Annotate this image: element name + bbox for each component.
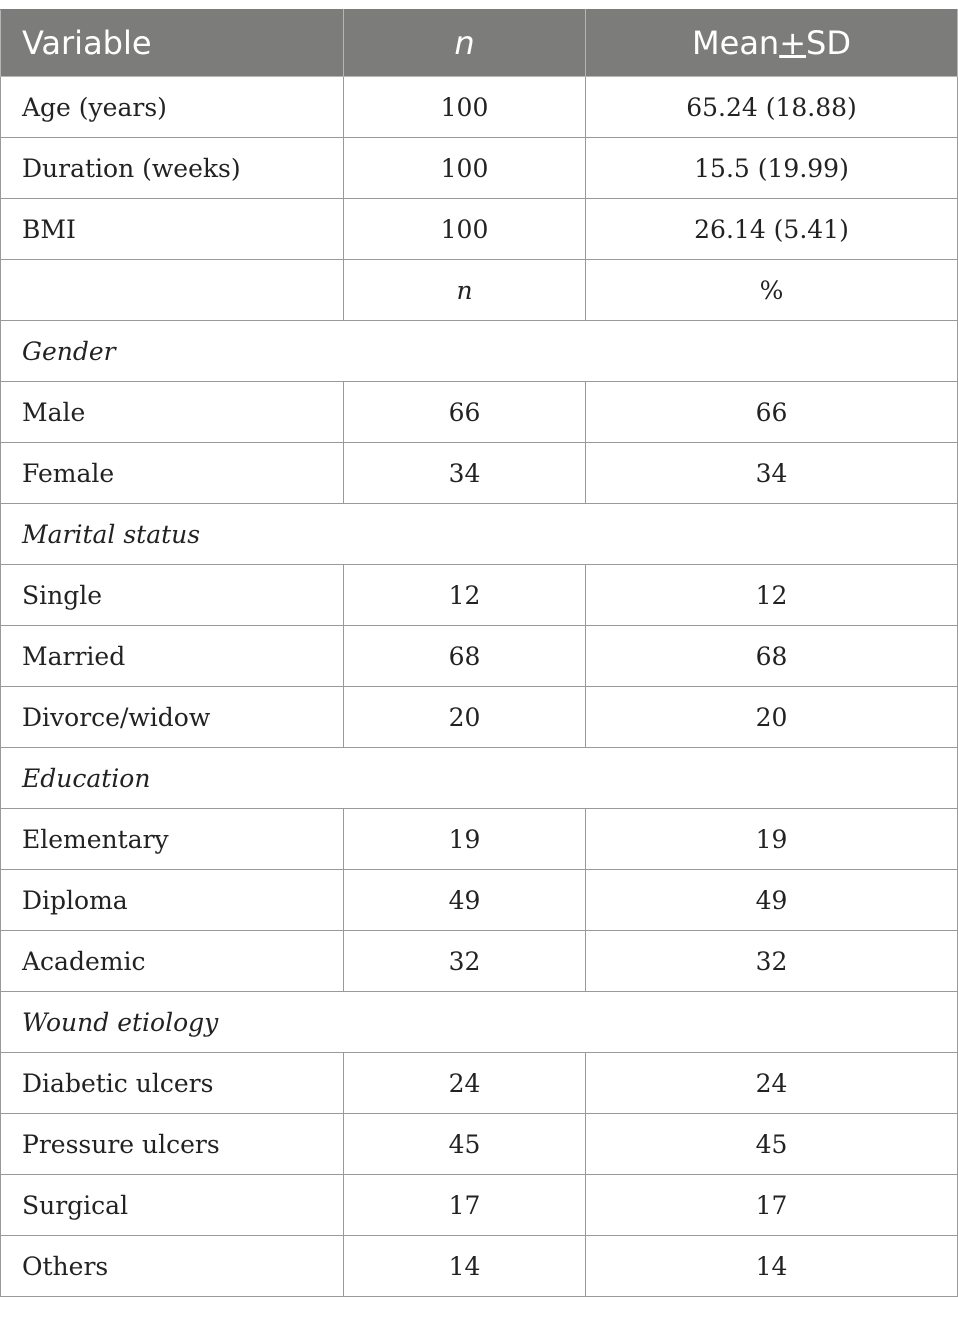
row-n: 66 <box>344 382 586 443</box>
table-row <box>1 931 958 992</box>
row-n: 17 <box>344 1175 586 1236</box>
row-n: 24 <box>344 1053 586 1114</box>
table-row <box>1 382 958 443</box>
subheader-n: n <box>344 260 586 321</box>
section-row-education <box>1 748 958 809</box>
row-label: BMI <box>1 199 344 260</box>
subheader-percent: % <box>586 260 958 321</box>
table-row <box>1 138 958 199</box>
section-row-wound-etiology <box>1 992 958 1053</box>
table-row <box>1 199 958 260</box>
row-label: Pressure ulcers <box>1 1114 344 1175</box>
row-label: Elementary <box>1 809 344 870</box>
row-n: 14 <box>344 1236 586 1297</box>
row-n: 12 <box>344 565 586 626</box>
table-row <box>1 1236 958 1297</box>
row-percent: 19 <box>586 809 958 870</box>
section-title: Gender <box>1 321 958 382</box>
row-n: 34 <box>344 443 586 504</box>
header-mean-text: Mean <box>692 24 780 62</box>
row-percent: 66 <box>586 382 958 443</box>
row-n: 32 <box>344 931 586 992</box>
row-percent: 20 <box>586 687 958 748</box>
row-percent: 32 <box>586 931 958 992</box>
row-mean-sd: 65.24 (18.88) <box>586 77 958 138</box>
table-row <box>1 687 958 748</box>
table-row <box>1 443 958 504</box>
row-n: 49 <box>344 870 586 931</box>
table-row <box>1 565 958 626</box>
row-mean-sd: 15.5 (19.99) <box>586 138 958 199</box>
row-percent: 17 <box>586 1175 958 1236</box>
demographics-table <box>0 9 958 1297</box>
section-title: Wound etiology <box>1 992 958 1053</box>
header-variable: Variable <box>1 10 344 77</box>
row-percent: 34 <box>586 443 958 504</box>
header-mean-sd <box>586 10 958 77</box>
row-n: 68 <box>344 626 586 687</box>
row-percent: 68 <box>586 626 958 687</box>
subheader-empty <box>1 260 344 321</box>
table-row <box>1 1114 958 1175</box>
row-label: Academic <box>1 931 344 992</box>
row-n: 45 <box>344 1114 586 1175</box>
table-row <box>1 809 958 870</box>
row-label: Diploma <box>1 870 344 931</box>
row-n: 100 <box>344 77 586 138</box>
row-label: Single <box>1 565 344 626</box>
row-percent: 24 <box>586 1053 958 1114</box>
table-header-row <box>1 10 958 77</box>
section-row-marital-status <box>1 504 958 565</box>
table-row <box>1 626 958 687</box>
row-percent: 12 <box>586 565 958 626</box>
row-n: 20 <box>344 687 586 748</box>
row-n: 19 <box>344 809 586 870</box>
header-sd-text: SD <box>806 24 851 62</box>
row-label: Diabetic ulcers <box>1 1053 344 1114</box>
row-percent: 45 <box>586 1114 958 1175</box>
table-row <box>1 1053 958 1114</box>
table-row <box>1 77 958 138</box>
row-percent: 49 <box>586 870 958 931</box>
row-label: Male <box>1 382 344 443</box>
row-label: Divorce/widow <box>1 687 344 748</box>
header-n-text: n <box>454 24 475 62</box>
row-label: Female <box>1 443 344 504</box>
subheader-row <box>1 260 958 321</box>
section-title: Education <box>1 748 958 809</box>
row-label: Others <box>1 1236 344 1297</box>
section-title: Marital status <box>1 504 958 565</box>
row-n: 100 <box>344 138 586 199</box>
table-row <box>1 1175 958 1236</box>
row-n: 100 <box>344 199 586 260</box>
row-label: Age (years) <box>1 77 344 138</box>
section-row-gender <box>1 321 958 382</box>
row-label: Surgical <box>1 1175 344 1236</box>
row-percent: 14 <box>586 1236 958 1297</box>
row-label: Married <box>1 626 344 687</box>
table-row <box>1 870 958 931</box>
demographics-table-container <box>0 9 957 1297</box>
row-label: Duration (weeks) <box>1 138 344 199</box>
header-plus-minus: + <box>779 24 807 62</box>
row-mean-sd: 26.14 (5.41) <box>586 199 958 260</box>
header-n <box>344 10 586 77</box>
